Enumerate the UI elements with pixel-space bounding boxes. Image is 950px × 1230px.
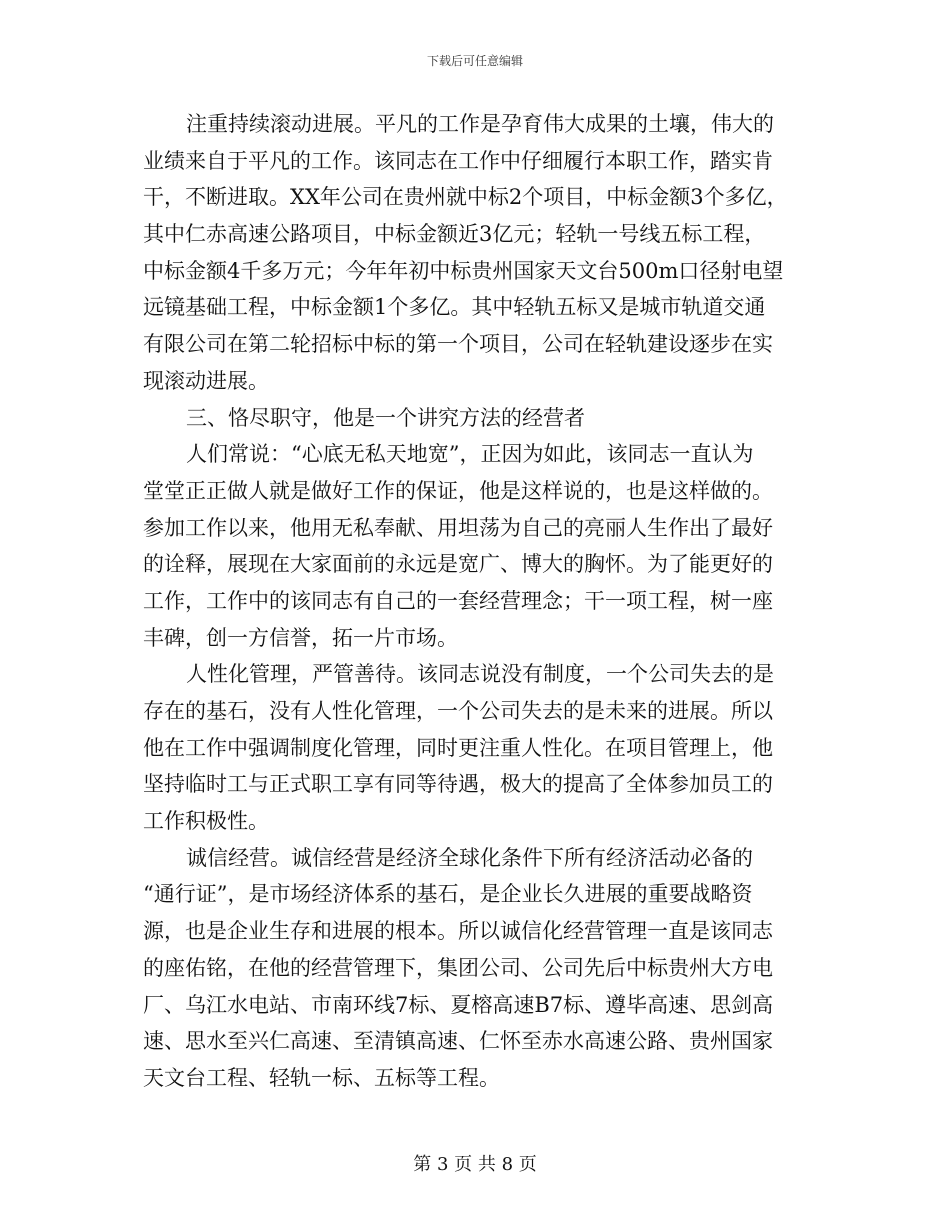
body-line: 业绩来自于平凡的工作。该同志在工作中仔细履行本职工作，踏实肯 (143, 148, 773, 173)
body-line: “通行证”，是市场经济体系的基石，是企业长久进展的重要战略资 (143, 882, 753, 907)
page-number-footer: 第 3 页 共 8 页 (413, 1154, 537, 1175)
body-line: 的座佑铭，在他的经营管理下，集团公司、公司先后中标贵州大方电 (143, 955, 773, 980)
page-header-note: 下载后可任意编辑 (426, 54, 523, 68)
body-line: 工作积极性。 (143, 809, 269, 834)
body-line: 厂、乌江水电站、市南环线7标、夏榕高速B7标、遵毕高速、思剑高 (143, 992, 774, 1017)
body-line: 存在的基石，没有人性化管理，一个公司失去的是未来的进展。所以 (143, 699, 773, 723)
body-line: 人性化管理，严管善待。该同志说没有制度，一个公司失去的是 (186, 662, 774, 687)
body-line: 天文台工程、轻轨一标、五标等工程。 (143, 1065, 500, 1090)
document-body (143, 106, 807, 1097)
body-line: 干，不断进取。XX年公司在贵州就中标2个项目，中标金额3个多亿， (143, 185, 788, 210)
body-line: 他在工作中强调制度化管理，同时更注重人性化。在项目管理上，他 (143, 735, 773, 760)
body-line: 坚持临时工与正式职工享有同等待遇，极大的提高了全体参加员工的 (143, 772, 773, 797)
body-line: 远镜基础工程，中标金额1个多亿。其中轻轨五标又是城市轨道交通 (143, 295, 766, 320)
body-line: 丰碑，创一方信誉，拓一片市场。 (143, 625, 458, 650)
body-line: 堂堂正正做人就是做好工作的保证，他是这样说的，也是这样做的。 (143, 478, 773, 503)
body-line: 参加工作以来，他用无私奉献、用坦荡为自己的亮丽人生作出了最好 (143, 515, 773, 540)
body-line: 诚信经营。诚信经营是经济全球化条件下所有经济活动必备的 (186, 845, 753, 870)
body-line: 其中仁赤高速公路项目，中标金额近3亿元；轻轨一号线五标工程， (143, 222, 766, 247)
body-line: 速、思水至兴仁高速、至清镇高速、仁怀至赤水高速公路、贵州国家 (143, 1029, 773, 1054)
body-line: 的诠释，展现在大家面前的永远是宽广、博大的胸怀。为了能更好的 (143, 552, 773, 577)
body-line: 现滚动进展。 (143, 368, 269, 393)
body-line: 人们常说：“心底无私天地宽”，正因为如此，该同志一直认为 (186, 442, 754, 467)
section-heading: 三、恪尽职守，他是一个讲究方法的经营者 (186, 405, 585, 430)
body-line: 工作，工作中的该同志有自己的一套经营理念；干一项工程，树一座 (143, 588, 773, 613)
body-line: 中标金额4千多万元；今年年初中标贵州国家天文台500m口径射电望 (143, 258, 784, 283)
body-line: 源，也是企业生存和进展的根本。所以诚信化经营管理一直是该同志 (143, 919, 773, 944)
body-line: 注重持续滚动进展。平凡的工作是孕育伟大成果的土壤，伟大的 (186, 112, 774, 136)
body-line: 有限公司在第二轮招标中标的第一个项目，公司在轻轨建设逐步在实 (143, 332, 773, 357)
